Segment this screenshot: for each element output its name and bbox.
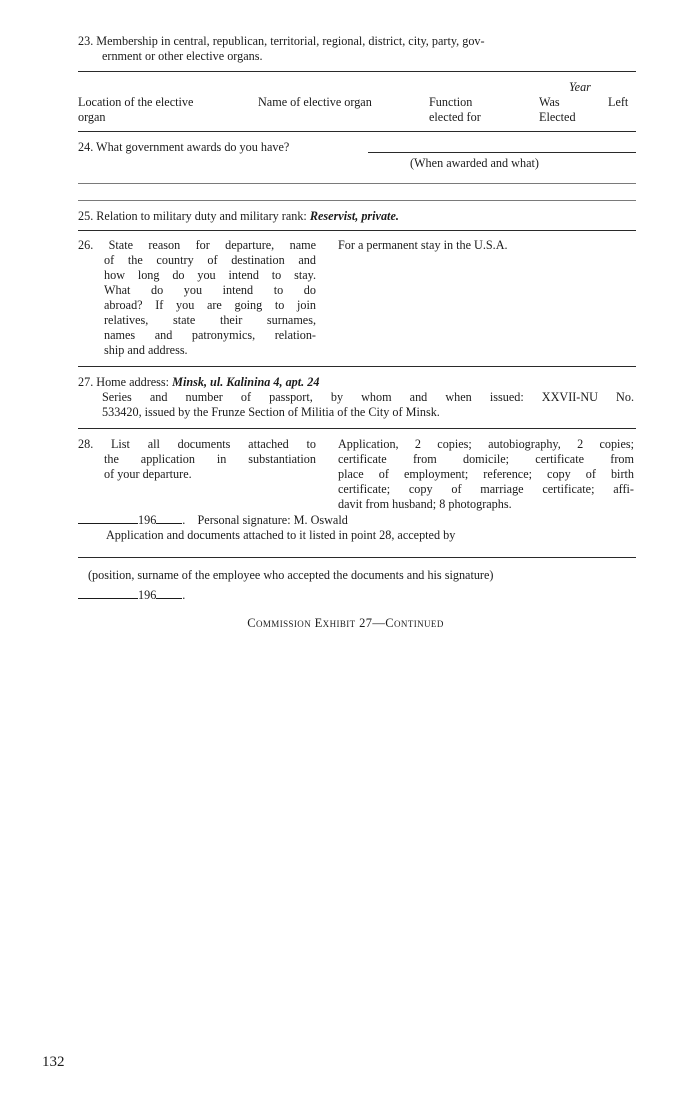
q24-answer-line: [368, 152, 636, 153]
q27-label: 27. Home address:: [78, 375, 170, 389]
q25: [78, 209, 399, 224]
divider: [78, 230, 636, 231]
q28-accepted: Application and documents attached to it listed in point 28, accepted by: [106, 528, 456, 542]
q28-answer-line: certificate; copy of marriage certificate; affi-: [338, 482, 634, 496]
divider: [78, 71, 636, 72]
q28-answer-line: davit from husband; 8 photographs.: [338, 497, 512, 511]
q28-line: of your departure.: [104, 467, 192, 481]
q26-question: [78, 238, 316, 358]
q28-signature-row: 196 . Personal signature: M. Oswald: [78, 513, 348, 528]
q23-col-function: Function: [429, 95, 473, 109]
q26-line: of the country of destination and: [104, 253, 316, 267]
q23-year-header: Year: [569, 80, 591, 94]
page-number: 132: [42, 1054, 65, 1070]
q26-answer: For a permanent stay in the U.S.A.: [338, 238, 508, 252]
divider: [78, 366, 636, 367]
q26-line: how long do you intend to stay.: [104, 268, 316, 282]
divider: [78, 131, 636, 132]
q23-col-location-2: organ: [78, 110, 106, 124]
date-blank: [156, 588, 182, 599]
q28-signature-label: Personal signature:: [197, 513, 291, 527]
q23-col-was: Was: [539, 95, 560, 109]
q24-label: 24. What government awards do you have?: [78, 140, 290, 154]
q23-col-left: Left: [608, 95, 629, 109]
q28-year: 196: [138, 513, 157, 527]
q26-line: abroad? If you are going to join: [104, 298, 316, 312]
divider: [78, 200, 636, 201]
q26-line: ship and address.: [104, 343, 188, 357]
date-blank: [156, 513, 182, 524]
q26-line: What do you intend to do: [104, 283, 316, 297]
q25-answer: Reservist, private.: [309, 209, 399, 223]
q28-line: 28. List all documents attached to: [78, 437, 316, 451]
footer-date-row: 196 .: [78, 588, 185, 603]
q28-answer-line: Application, 2 copies; autobiography, 2 copies;: [338, 437, 634, 451]
q23-col-function-2: elected for: [429, 110, 481, 124]
exhibit-caption: Commission Exhibit 27—Continued: [247, 616, 444, 630]
q28-signature: M. Oswald: [293, 513, 348, 527]
date-blank: [78, 588, 138, 599]
q26-line: names and patronymics, relation-: [104, 328, 316, 342]
q23-col-name: Name of elective organ: [258, 95, 372, 109]
q28-line: the application in substantiation: [104, 452, 316, 466]
q23-col-location: Location of the elective: [78, 95, 194, 109]
q26-line: relatives, state their surnames,: [104, 313, 316, 327]
q23-col-elected: Elected: [539, 110, 576, 124]
q27-address: Minsk, ul. Kalinina 4, apt. 24: [172, 375, 320, 389]
q24-note: (When awarded and what): [410, 156, 539, 170]
q28-answer-line: certificate from domicile; certificate from: [338, 452, 634, 466]
q25-label: 25. Relation to military duty and military rank:: [78, 209, 307, 223]
position-note: (position, surname of the employee who accepted the documents and his signature): [88, 568, 494, 582]
divider: [78, 183, 636, 184]
q28-answer-line: place of employment; reference; copy of birth: [338, 467, 634, 481]
divider: [78, 557, 636, 558]
q28-answer: [338, 437, 634, 512]
footer-year: 196: [138, 588, 157, 602]
q23-line1: 23. Membership in central, republican, territorial, regional, district, city, party, gov-: [78, 34, 485, 48]
q26-line: 26. State reason for departure, name: [78, 238, 316, 252]
q28-question: [78, 437, 316, 482]
divider: [78, 428, 636, 429]
q23-line2: ernment or other elective organs.: [102, 49, 263, 63]
date-blank: [78, 513, 138, 524]
q27-address-row: [78, 375, 319, 390]
q27-passport: Series and number of passport, by whom and when issued: XXVII-NU No.: [102, 390, 634, 404]
q27-passport-2: 533420, issued by the Frunze Section of Militia of the City of Minsk.: [102, 405, 440, 419]
